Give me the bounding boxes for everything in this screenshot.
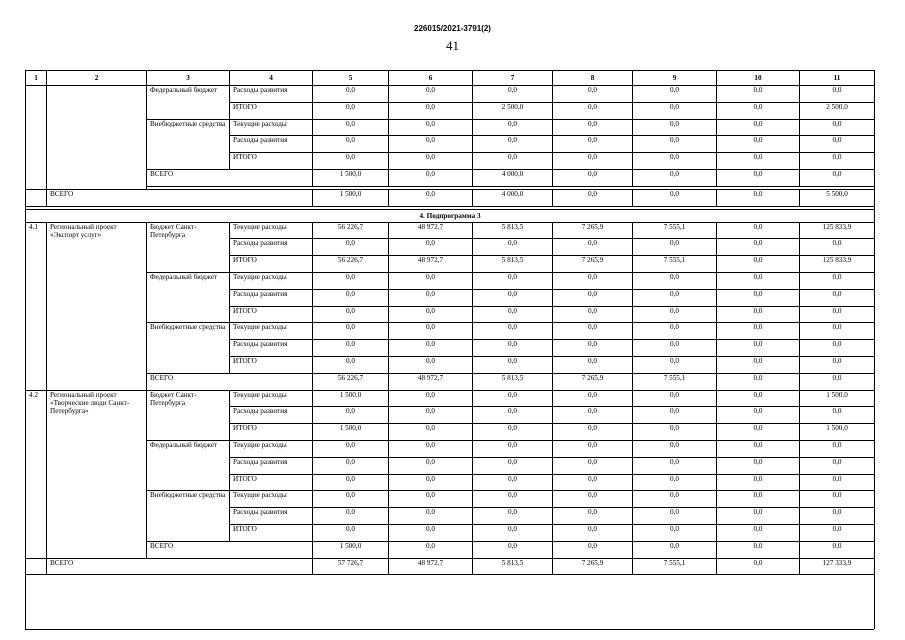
value-cell: 0,0 (633, 189, 717, 206)
column-header: 9 (633, 71, 717, 86)
value-cell: 0,0 (473, 86, 553, 103)
value-cell: 0,0 (313, 340, 389, 357)
value-cell: 0,0 (389, 440, 473, 457)
value-cell: 0,0 (389, 153, 473, 170)
value-cell: 0,0 (313, 524, 389, 541)
value-cell: 0,0 (389, 272, 473, 289)
value-cell: 56 226,7 (313, 256, 389, 273)
value-cell: 0,0 (473, 524, 553, 541)
value-cell: 0,0 (633, 508, 717, 525)
value-cell: 0,0 (717, 541, 800, 558)
value-cell: 1 500,0 (313, 390, 389, 407)
value-cell: 0,0 (633, 541, 717, 558)
value-cell: 1 500,0 (313, 541, 389, 558)
expense-type: Текущие расходы (230, 323, 313, 340)
value-cell: 0,0 (633, 119, 717, 136)
value-cell: 0,0 (633, 424, 717, 441)
value-cell: 0,0 (553, 169, 633, 186)
value-cell: 0,0 (717, 153, 800, 170)
value-cell: 0,0 (389, 86, 473, 103)
expense-type: ИТОГО (230, 102, 313, 119)
value-cell: 0,0 (633, 390, 717, 407)
value-cell: 0,0 (717, 306, 800, 323)
value-cell: 48 972,7 (389, 222, 473, 239)
document-number: 226015/2021-3791(2) (414, 24, 491, 33)
expense-type: Текущие расходы (230, 272, 313, 289)
value-cell: 0,0 (473, 541, 553, 558)
project-name: Региональный проект «Творческие люди Санкт-Петербурга» (47, 390, 147, 558)
value-cell: 7 555,1 (633, 558, 717, 575)
value-cell: 0,0 (473, 407, 553, 424)
column-header: 5 (313, 71, 389, 86)
value-cell: 0,0 (389, 119, 473, 136)
value-cell: 1 500,0 (313, 189, 389, 206)
value-cell: 56 226,7 (313, 373, 389, 390)
value-cell: 0,0 (389, 474, 473, 491)
value-cell: 0,0 (473, 457, 553, 474)
value-cell: 0,0 (633, 457, 717, 474)
value-cell: 0,0 (553, 102, 633, 119)
value-cell: 0,0 (389, 491, 473, 508)
value-cell: 57 726,7 (313, 558, 389, 575)
value-cell: 0,0 (389, 508, 473, 525)
value-cell: 0,0 (553, 457, 633, 474)
value-cell: 0,0 (800, 306, 875, 323)
value-cell: 0,0 (313, 239, 389, 256)
expense-type: ИТОГО (230, 424, 313, 441)
value-cell: 0,0 (800, 340, 875, 357)
value-cell: 0,0 (717, 136, 800, 153)
expense-type: ИТОГО (230, 306, 313, 323)
value-cell: 0,0 (633, 407, 717, 424)
value-cell: 0,0 (717, 86, 800, 103)
empty-cell (26, 558, 47, 575)
column-header: 2 (47, 71, 147, 86)
value-cell: 2 500,0 (800, 102, 875, 119)
value-cell: 0,0 (717, 222, 800, 239)
value-cell: 0,0 (633, 524, 717, 541)
value-cell: 56 226,7 (313, 222, 389, 239)
column-number-row (26, 71, 875, 86)
value-cell: 0,0 (473, 356, 553, 373)
value-cell: 0,0 (800, 407, 875, 424)
value-cell: 1 500,0 (313, 169, 389, 186)
expense-type: ИТОГО (230, 153, 313, 170)
value-cell: 0,0 (633, 340, 717, 357)
value-cell: 0,0 (389, 169, 473, 186)
value-cell: 0,0 (473, 289, 553, 306)
value-cell: 0,0 (800, 440, 875, 457)
value-cell: 0,0 (313, 491, 389, 508)
expense-type: Расходы развития (230, 508, 313, 525)
value-cell: 0,0 (717, 440, 800, 457)
value-cell: 0,0 (717, 239, 800, 256)
value-cell: 0,0 (800, 508, 875, 525)
page-number: 41 (446, 38, 459, 53)
value-cell: 7 265,9 (553, 222, 633, 239)
value-cell: 1 500,0 (800, 390, 875, 407)
value-cell: 0,0 (633, 289, 717, 306)
value-cell: 0,0 (633, 491, 717, 508)
value-cell: 0,0 (717, 272, 800, 289)
item-number: 4.1 (26, 222, 47, 390)
column-header: 8 (553, 71, 633, 86)
subtotal-label: ВСЕГО (147, 169, 313, 186)
value-cell: 0,0 (389, 356, 473, 373)
value-cell: 0,0 (313, 119, 389, 136)
value-cell: 0,0 (313, 407, 389, 424)
value-cell: 0,0 (553, 86, 633, 103)
value-cell: 0,0 (473, 424, 553, 441)
value-cell: 0,0 (553, 323, 633, 340)
value-cell: 5 813,5 (473, 373, 553, 390)
value-cell: 0,0 (800, 356, 875, 373)
value-cell: 0,0 (717, 169, 800, 186)
value-cell: 0,0 (800, 524, 875, 541)
column-header: 3 (147, 71, 230, 86)
expense-type: Расходы развития (230, 86, 313, 103)
value-cell: 0,0 (389, 189, 473, 206)
value-cell: 127 333,9 (800, 558, 875, 575)
value-cell: 125 833,9 (800, 222, 875, 239)
value-cell: 0,0 (800, 541, 875, 558)
value-cell: 0,0 (717, 491, 800, 508)
column-header: 6 (389, 71, 473, 86)
value-cell: 0,0 (473, 136, 553, 153)
value-cell: 48 972,7 (389, 558, 473, 575)
value-cell: 0,0 (633, 272, 717, 289)
table-row (26, 373, 875, 390)
empty-cell (47, 86, 147, 190)
value-cell: 0,0 (800, 272, 875, 289)
total-label: ВСЕГО (47, 558, 313, 575)
expense-type: Расходы развития (230, 340, 313, 357)
value-cell: 0,0 (313, 289, 389, 306)
value-cell: 0,0 (473, 440, 553, 457)
value-cell: 0,0 (473, 306, 553, 323)
column-header: 11 (800, 71, 875, 86)
value-cell: 0,0 (473, 239, 553, 256)
value-cell: 0,0 (633, 239, 717, 256)
value-cell: 7 265,9 (553, 558, 633, 575)
value-cell: 0,0 (553, 136, 633, 153)
value-cell: 0,0 (633, 306, 717, 323)
value-cell: 0,0 (313, 86, 389, 103)
value-cell: 0,0 (313, 153, 389, 170)
value-cell: 7 555,1 (633, 256, 717, 273)
value-cell: 0,0 (313, 323, 389, 340)
table-row (26, 390, 875, 407)
value-cell: 0,0 (717, 390, 800, 407)
value-cell: 0,0 (717, 189, 800, 206)
value-cell: 0,0 (800, 323, 875, 340)
value-cell: 48 972,7 (389, 256, 473, 273)
value-cell: 0,0 (313, 457, 389, 474)
value-cell: 0,0 (553, 153, 633, 170)
expense-type: Текущие расходы (230, 440, 313, 457)
value-cell: 0,0 (473, 119, 553, 136)
value-cell: 48 972,7 (389, 373, 473, 390)
value-cell: 0,0 (313, 474, 389, 491)
value-cell: 5 813,5 (473, 558, 553, 575)
expense-type: Текущие расходы (230, 119, 313, 136)
value-cell: 0,0 (717, 457, 800, 474)
expense-type: Расходы развития (230, 289, 313, 306)
value-cell: 0,0 (473, 474, 553, 491)
value-cell: 0,0 (553, 239, 633, 256)
value-cell: 0,0 (473, 272, 553, 289)
value-cell: 0,0 (389, 457, 473, 474)
value-cell: 0,0 (553, 491, 633, 508)
value-cell: 4 000,0 (473, 189, 553, 206)
value-cell: 0,0 (473, 340, 553, 357)
value-cell: 0,0 (800, 289, 875, 306)
grand-total-row (26, 558, 875, 575)
value-cell: 1 500,0 (313, 424, 389, 441)
expense-type: Расходы развития (230, 136, 313, 153)
expense-type: Текущие расходы (230, 491, 313, 508)
value-cell: 0,0 (389, 306, 473, 323)
expense-type: ИТОГО (230, 356, 313, 373)
frame-left (25, 569, 26, 629)
value-cell: 0,0 (553, 474, 633, 491)
value-cell: 7 555,1 (633, 222, 717, 239)
value-cell: 0,0 (633, 440, 717, 457)
source-label: Бюджет Санкт-Петербурга (147, 222, 230, 272)
value-cell: 0,0 (389, 407, 473, 424)
table-row (26, 541, 875, 558)
value-cell: 0,0 (553, 289, 633, 306)
value-cell: 0,0 (473, 508, 553, 525)
value-cell: 0,0 (313, 440, 389, 457)
value-cell: 0,0 (553, 189, 633, 206)
value-cell: 0,0 (389, 541, 473, 558)
value-cell: 0,0 (717, 256, 800, 273)
value-cell: 0,0 (633, 169, 717, 186)
value-cell: 0,0 (313, 136, 389, 153)
value-cell: 5 500,0 (800, 189, 875, 206)
value-cell: 0,0 (553, 272, 633, 289)
project-name: Региональный проект «Экспорт услуг» (47, 222, 147, 390)
value-cell: 0,0 (389, 289, 473, 306)
table-row (26, 169, 875, 186)
expense-type: ИТОГО (230, 256, 313, 273)
value-cell: 0,0 (800, 457, 875, 474)
value-cell: 0,0 (717, 524, 800, 541)
table-row (26, 491, 875, 508)
value-cell: 0,0 (553, 390, 633, 407)
value-cell: 0,0 (553, 356, 633, 373)
value-cell: 0,0 (717, 373, 800, 390)
value-cell: 0,0 (633, 356, 717, 373)
value-cell: 0,0 (553, 306, 633, 323)
value-cell: 0,0 (473, 491, 553, 508)
value-cell: 0,0 (800, 86, 875, 103)
expense-type: ИТОГО (230, 524, 313, 541)
value-cell: 0,0 (800, 239, 875, 256)
expense-type: Расходы развития (230, 407, 313, 424)
section-title: 4. Подпрограмма 3 (26, 209, 875, 222)
empty-cell (26, 189, 47, 206)
value-cell: 7 265,9 (553, 373, 633, 390)
value-cell: 0,0 (389, 323, 473, 340)
table-row (26, 272, 875, 289)
value-cell: 0,0 (800, 373, 875, 390)
value-cell: 0,0 (313, 272, 389, 289)
frame-right (874, 569, 875, 629)
source-label: Внебюджетные средства (147, 119, 230, 169)
subtotal-label: ВСЕГО (147, 541, 313, 558)
value-cell: 0,0 (633, 86, 717, 103)
value-cell: 125 833,9 (800, 256, 875, 273)
table-row (26, 86, 875, 103)
value-cell: 4 000,0 (473, 169, 553, 186)
value-cell: 0,0 (800, 136, 875, 153)
source-label: Внебюджетные средства (147, 323, 230, 373)
expense-type: Текущие расходы (230, 222, 313, 239)
value-cell: 0,0 (717, 558, 800, 575)
value-cell: 0,0 (717, 289, 800, 306)
value-cell: 0,0 (717, 119, 800, 136)
subtotal-label: ВСЕГО (147, 373, 313, 390)
value-cell: 0,0 (717, 340, 800, 357)
value-cell: 0,0 (553, 440, 633, 457)
column-header: 10 (717, 71, 800, 86)
value-cell: 0,0 (313, 102, 389, 119)
value-cell: 7 555,1 (633, 373, 717, 390)
value-cell: 0,0 (633, 102, 717, 119)
expense-type: Текущие расходы (230, 390, 313, 407)
expense-type: Расходы развития (230, 457, 313, 474)
table-row (26, 119, 875, 136)
value-cell: 0,0 (389, 239, 473, 256)
value-cell: 0,0 (553, 508, 633, 525)
value-cell: 0,0 (800, 169, 875, 186)
value-cell: 0,0 (473, 390, 553, 407)
value-cell: 0,0 (633, 136, 717, 153)
value-cell: 0,0 (717, 424, 800, 441)
value-cell: 0,0 (800, 153, 875, 170)
table-row (26, 440, 875, 457)
table-row (26, 222, 875, 239)
value-cell: 0,0 (717, 474, 800, 491)
budget-table (25, 70, 875, 575)
value-cell: 0,0 (473, 323, 553, 340)
value-cell: 0,0 (389, 136, 473, 153)
value-cell: 0,0 (717, 323, 800, 340)
value-cell: 0,0 (389, 524, 473, 541)
source-label: Федеральный бюджет (147, 440, 230, 490)
source-label: Внебюджетные средства (147, 491, 230, 541)
value-cell: 1 500,0 (800, 424, 875, 441)
value-cell: 0,0 (717, 356, 800, 373)
value-cell: 0,0 (313, 508, 389, 525)
table-row (26, 323, 875, 340)
section-row (26, 209, 875, 222)
value-cell: 0,0 (313, 306, 389, 323)
column-header: 7 (473, 71, 553, 86)
expense-type: ИТОГО (230, 474, 313, 491)
value-cell: 0,0 (717, 508, 800, 525)
expense-type: Расходы развития (230, 239, 313, 256)
source-label: Федеральный бюджет (147, 272, 230, 322)
value-cell: 0,0 (389, 424, 473, 441)
value-cell: 0,0 (389, 102, 473, 119)
value-cell: 2 500,0 (473, 102, 553, 119)
value-cell: 0,0 (553, 340, 633, 357)
value-cell: 0,0 (389, 390, 473, 407)
value-cell: 0,0 (717, 407, 800, 424)
value-cell: 0,0 (553, 524, 633, 541)
value-cell: 5 813,5 (473, 256, 553, 273)
value-cell: 0,0 (473, 153, 553, 170)
value-cell: 0,0 (553, 424, 633, 441)
value-cell: 0,0 (633, 153, 717, 170)
column-header: 4 (230, 71, 313, 86)
column-header: 1 (26, 71, 47, 86)
item-number: 4.2 (26, 390, 47, 558)
source-label: Федеральный бюджет (147, 86, 230, 120)
value-cell: 0,0 (633, 323, 717, 340)
frame-bottom (25, 629, 874, 630)
value-cell: 0,0 (800, 119, 875, 136)
value-cell: 5 813,5 (473, 222, 553, 239)
value-cell: 0,0 (800, 474, 875, 491)
total-label: ВСЕГО (47, 189, 313, 206)
value-cell: 7 265,9 (553, 256, 633, 273)
table-row (26, 189, 875, 206)
value-cell: 0,0 (717, 102, 800, 119)
value-cell: 0,0 (389, 340, 473, 357)
value-cell: 0,0 (800, 491, 875, 508)
empty-cell (26, 86, 47, 190)
value-cell: 0,0 (553, 541, 633, 558)
value-cell: 0,0 (313, 356, 389, 373)
source-label: Бюджет Санкт-Петербурга (147, 390, 230, 440)
value-cell: 0,0 (633, 474, 717, 491)
value-cell: 0,0 (553, 407, 633, 424)
value-cell: 0,0 (553, 119, 633, 136)
